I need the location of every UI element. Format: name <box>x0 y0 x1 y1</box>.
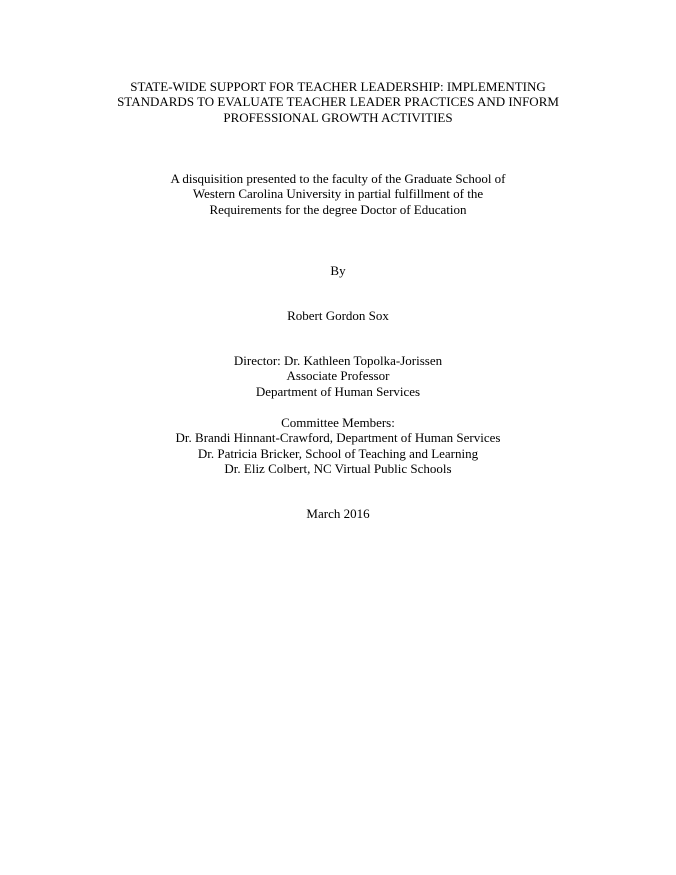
document-title <box>0 79 676 125</box>
title-line: STANDARDS TO EVALUATE TEACHER LEADER PRACTICES AND INFORM <box>117 94 559 110</box>
author-name <box>0 308 676 323</box>
statement-line: Requirements for the degree Doctor of Education <box>209 201 467 217</box>
director-line: Associate Professor <box>286 368 390 384</box>
committee-heading: Committee Members: <box>281 415 395 430</box>
director-line: Department of Human Services <box>255 383 421 399</box>
date-text: March 2016 <box>306 506 370 521</box>
submission-date <box>0 506 676 521</box>
committee-members <box>0 415 676 476</box>
director-info <box>0 353 676 399</box>
title-line: STATE-WIDE SUPPORT FOR TEACHER LEADERSHIP: IMPLEMENTING <box>130 79 546 94</box>
committee-member: Dr. Eliz Colbert, NC Virtual Public Schools <box>224 460 452 476</box>
director-line: Director: Dr. Kathleen Topolka-Jorissen <box>233 353 443 368</box>
by-label <box>0 263 676 278</box>
statement-line: A disquisition presented to the faculty of the Graduate School of <box>170 171 506 186</box>
committee-member: Dr. Patricia Bricker, School of Teaching and Learning <box>197 445 479 461</box>
submission-statement <box>0 171 676 217</box>
author-text: Robert Gordon Sox <box>287 308 389 323</box>
title-line: PROFESSIONAL GROWTH ACTIVITIES <box>223 109 453 125</box>
by-text: By <box>330 263 346 278</box>
committee-member: Dr. Brandi Hinnant-Crawford, Department of Human Services <box>175 430 501 446</box>
statement-line: Western Carolina University in partial fulfillment of the <box>192 186 484 202</box>
